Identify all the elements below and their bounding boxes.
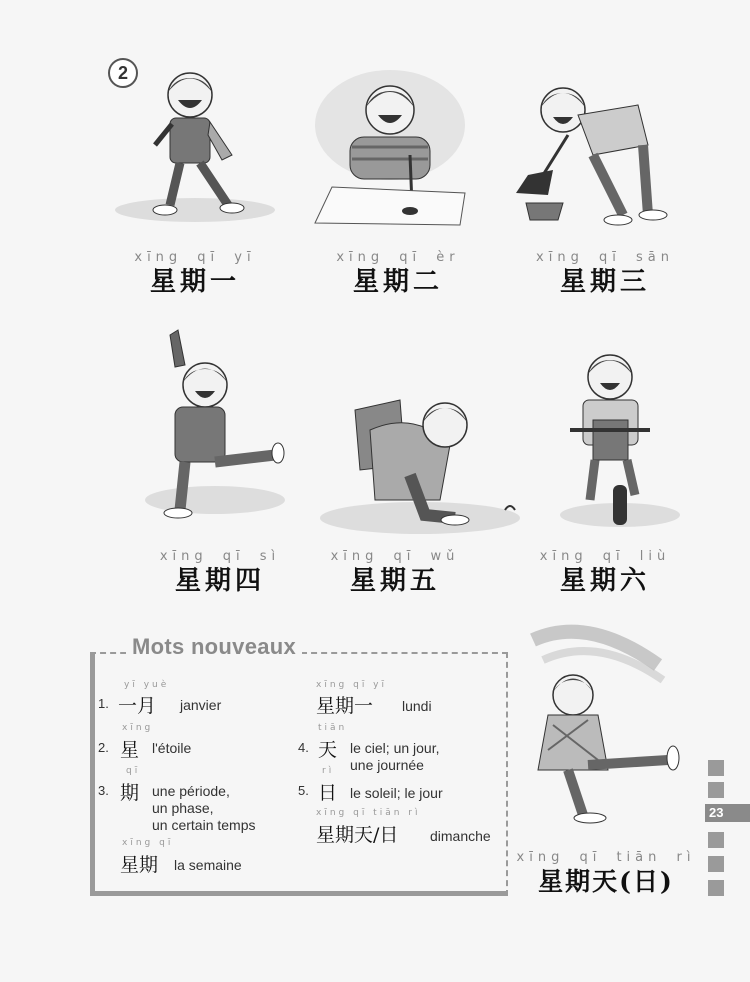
vocab-chinese: 期 <box>120 782 140 804</box>
vocab-pinyin: xīng qī <box>122 838 174 848</box>
vocab-french: janvier <box>180 697 222 713</box>
vocab-french: une période, un phase, un certain temps <box>152 783 256 833</box>
hanzi-label: 星期一 <box>149 267 240 297</box>
illustration-girl-kicking <box>528 610 688 840</box>
vocab-chinese: 星 <box>120 739 140 761</box>
day-caption <box>525 549 685 597</box>
hanzi-label: 星期五 <box>349 566 440 596</box>
pinyin-label: xīng qī sān <box>536 250 674 265</box>
vocab-number: 4. <box>298 740 309 755</box>
illustration-girl-painting <box>310 65 470 230</box>
hanzi-label: 星期六 <box>559 566 650 596</box>
vocab-pinyin: xīng qī tiān rì <box>316 808 421 818</box>
side-tab <box>708 856 724 872</box>
hanzi-label: 星期天(日) <box>538 867 674 896</box>
day-caption <box>318 250 478 298</box>
pinyin-label: xīng qī liù <box>539 549 671 564</box>
vocab-pinyin: qī <box>126 766 141 776</box>
illustration-girl-crouching <box>315 390 525 540</box>
vocab-french: dimanche <box>430 828 491 844</box>
hanzi-label: 星期二 <box>352 267 443 297</box>
side-tab <box>708 832 724 848</box>
vocab-chinese: 日 <box>318 782 338 804</box>
pinyin-label: xīng qī tiān rì <box>516 850 696 865</box>
lesson-badge: 2 <box>108 58 138 88</box>
day-caption <box>525 250 685 298</box>
vocab-french: le soleil; le jour <box>350 785 443 801</box>
vocab-chinese: 星期 <box>120 854 159 876</box>
vocab-pinyin: yī yuè <box>124 680 170 690</box>
pinyin-label: xīng qī èr <box>336 250 460 265</box>
vocab-french: l'étoile <box>152 740 192 756</box>
hanzi-label: 星期四 <box>174 566 265 596</box>
day-caption <box>516 850 696 898</box>
illustration-girl-dancing <box>140 325 290 525</box>
vocab-pinyin: tiān <box>318 723 348 733</box>
pinyin-label: xīng qī yī <box>134 250 256 265</box>
side-tab <box>708 760 724 776</box>
illustration-girl-walking <box>110 60 280 230</box>
vocab-number: 1. <box>98 696 109 711</box>
pinyin-label: xīng qī sì <box>159 549 281 564</box>
vocab-chinese: 天 <box>318 739 338 761</box>
day-caption <box>140 549 300 597</box>
vocabulary-title: Mots nouveaux <box>126 634 302 660</box>
illustration-girl-cycling <box>555 345 685 535</box>
vocab-number: 2. <box>98 740 109 755</box>
hanzi-label: 星期三 <box>559 267 650 297</box>
vocab-pinyin: rì <box>322 766 335 776</box>
illustration-girl-sweeping <box>508 75 673 235</box>
pinyin-label: xīng qī wǔ <box>330 549 460 564</box>
vocab-pinyin: xīng qī yī <box>316 680 388 690</box>
vocab-pinyin: xīng <box>122 723 154 733</box>
vocab-chinese: 星期一 <box>316 695 374 717</box>
vocab-french: la semaine <box>174 857 242 873</box>
page-number: 23 <box>705 804 750 822</box>
vocab-number: 5. <box>298 783 309 798</box>
vocab-number: 3. <box>98 783 109 798</box>
day-caption <box>315 549 475 597</box>
vocab-chinese: 星期天/日 <box>316 824 399 846</box>
side-tab <box>708 880 724 896</box>
vocab-french: lundi <box>402 698 432 714</box>
day-caption <box>115 250 275 298</box>
vocab-french: le ciel; un jour, une journée <box>350 740 440 773</box>
vocab-chinese: 一月 <box>118 695 157 717</box>
side-tab <box>708 782 724 798</box>
